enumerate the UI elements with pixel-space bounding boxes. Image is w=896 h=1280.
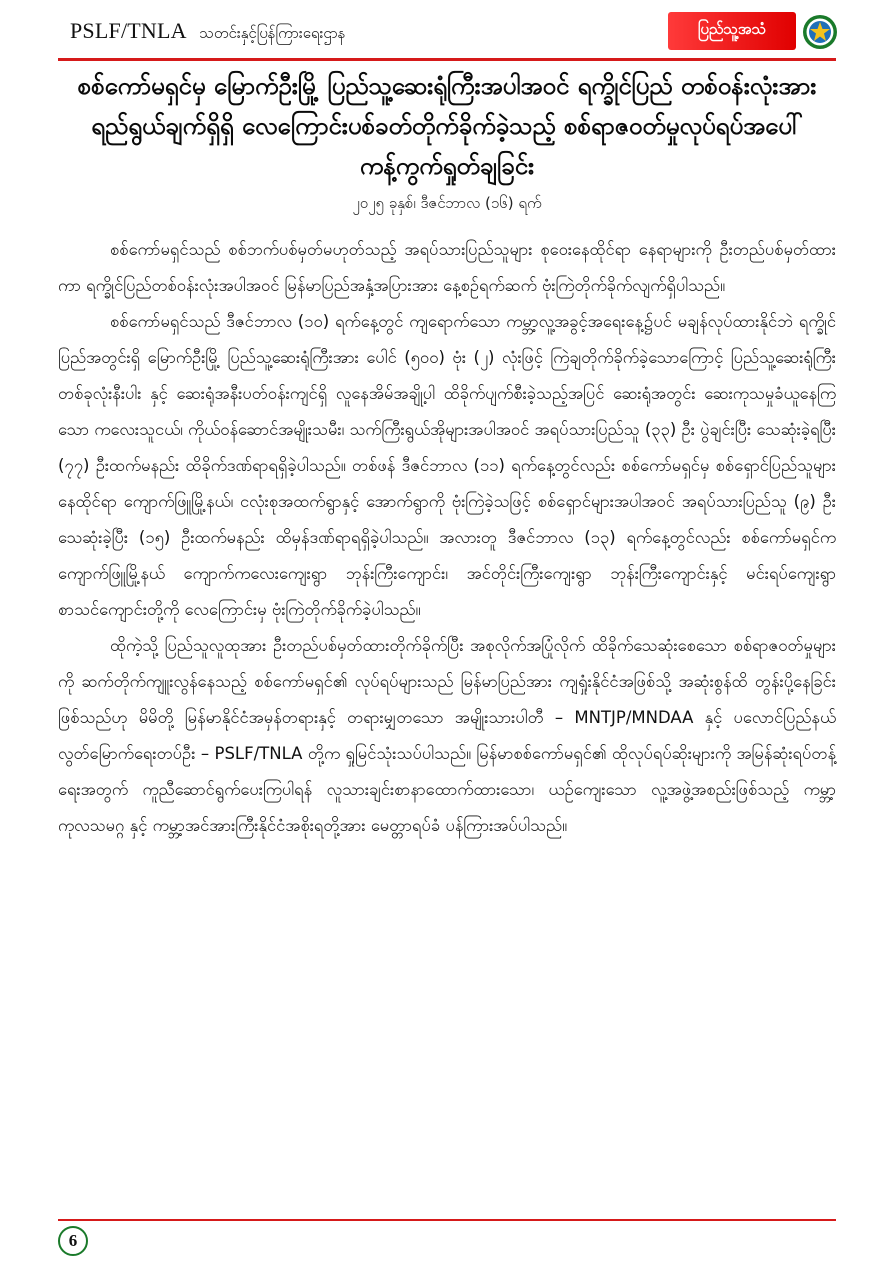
header-divider: [58, 58, 836, 61]
publisher-department: သတင်းနှင့်ပြန်ကြားရေးဌာန: [199, 24, 346, 42]
publisher-brand: PSLF/TNLA: [70, 18, 187, 43]
article-headline: စစ်ကော်မရှင်မှ မြောက်ဦးမြို့ ပြည်သူ့ဆေးရုံကြီးအပါအဝင် ရက္ခိုင်ပြည် တစ်ဝန်းလုံးအား ရည်ရွယ်ချက်ရှိရှိ လေကြောင်းပစ်ခတ်တိုက်ခိုက်ခဲ့သည့် စစ်ရာဇဝတ်မှုလုပ်ရပ်အပေါ် ကန့်ကွက်ရှုတ်ချခြင်း: [77, 72, 817, 180]
page-header: [0, 0, 896, 64]
article-paragraph: စစ်ကော်မရှင်သည် စစ်ဘက်ပစ်မှတ်မဟုတ်သည့် အရပ်သားပြည်သူများ စုဝေးနေထိုင်ရာ နေရာများကို ဦးတည်ပစ်မှတ်ထားကာ ရက္ခိုင်ပြည်တစ်ဝန်းလုံးအပါအဝင် မြန်မာပြည်အနှံ့အပြားအား နေ့စဉ်ရက်ဆက် ဗုံးကြဲတိုက်ခိုက်လျက်ရှိပါသည်။: [58, 240, 836, 295]
page-number: 6: [58, 1226, 88, 1256]
section-badge-label: ပြည်သူ့အသံ: [697, 20, 767, 38]
footer-divider: [58, 1219, 836, 1221]
organization-logo-icon: [802, 14, 838, 50]
article-body: [58, 232, 836, 844]
section-badge: [668, 12, 796, 50]
article-date: ၂၀၂၅ ခုနှစ်၊ ဒီဇင်ဘာလ (၁၆) ရက်: [352, 194, 542, 212]
publication-title: [70, 18, 346, 46]
article-paragraph: ထိုကဲ့သို့ ပြည်သူလူထုအား ဦးတည်ပစ်မှတ်ထားတိုက်ခိုက်ပြီး အစုလိုက်အပြုံလိုက် ထိခိုက်သေဆုံးစေသော စစ်ရာဇဝတ်မှုများကို ဆက်တိုက်ကျူးလွန်နေသည့် စစ်ကော်မရှင်၏ လုပ်ရပ်များသည် မြန်မာပြည်အား ကျရှုံးနိုင်ငံအဖြစ်သို့ အဆုံးစွန်ထိ တွန်းပို့နေခြင်းဖြစ်သည်ဟု မိမိတို့ မြန်မာနိုင်ငံအမှန်တရားနှင့် တရားမျှတသော အမျိုးသားပါတီ – MNTJP/MNDAA နှင့် ပလောင်ပြည်နယ်လွတ်မြောက်ရေးတပ်ဦး – PSLF/TNLA တို့က ရှုမြင်သုံးသပ်ပါသည်။ မြန်မာစစ်ကော်မရှင်၏ ထိုလုပ်ရပ်ဆိုးများကို အမြန်ဆုံးရပ်တန့်ရေးအတွက် ကူညီဆောင်ရွက်ပေးကြပါရန် လူသားချင်းစာနာထောက်ထားသော၊ ယဉ်ကျေးသော လူ့အဖွဲ့အစည်းဖြစ်သည့် ကမ္ဘာ့ကုလသမဂ္ဂ နှင့် ကမ္ဘာ့အင်အားကြီးနိုင်ငံအစိုးရတို့အား မေတ္တာရပ်ခံ ပန်ကြားအပ်ပါသည်။: [58, 636, 836, 835]
article-paragraph: စစ်ကော်မရှင်သည် ဒီဇင်ဘာလ (၁၀) ရက်နေ့တွင် ကျရောက်သော ကမ္ဘာ့လူ့အခွင့်အရေးနေ့၌ပင် မချန်လုပ်ထားနိုင်ဘဲ ရက္ခိုင်ပြည်အတွင်းရှိ မြောက်ဦးမြို့ ပြည်သူ့ဆေးရုံကြီးအား ပေါင် (၅၀၀) ဗုံး (၂) လုံးဖြင့် ကြဲချတိုက်ခိုက်ခဲ့သောကြောင့် ပြည်သူ့ဆေးရုံကြီးတစ်ခုလုံးနီးပါး နှင့် ဆေးရုံအနီးပတ်ဝန်းကျင်ရှိ လူနေအိမ်အချို့ပါ ထိခိုက်ပျက်စီးခဲ့သည့်အပြင် ဆေးရုံအတွင်း ဆေးကုသမှုခံယူနေကြသော ကလေးသူငယ်၊ ကိုယ်ဝန်ဆောင်အမျိုးသမီး၊ သက်ကြီးရွယ်အိုများအပါအဝင် အရပ်သားပြည်သူ (၃၃) ဦး ပွဲချင်းပြီး သေဆုံးခဲ့ရပြီး (၇၇) ဦးထက်မနည်း ထိခိုက်ဒဏ်ရာရရှိခဲ့ပါသည်။ တစ်ဖန် ဒီဇင်ဘာလ (၁၁) ရက်နေ့တွင်လည်း စစ်ကော်မရှင်မှ စစ်ရှောင်ပြည်သူများနေထိုင်ရာ ကျောက်ဖြူမြို့နယ်၊ ငလုံးစုအထက်ရွာနှင့် အောက်ရွာကို ဗုံးကြဲခဲ့သဖြင့် စစ်ရှောင်များအပါအဝင် အရပ်သားပြည်သူ (၉) ဦး သေဆုံးခဲ့ပြီး (၁၅) ဦးထက်မနည်း ထိမှန်ဒဏ်ရာရရှိခဲ့ပါသည်။ အလားတူ ဒီဇင်ဘာလ (၁၃) ရက်နေ့တွင်လည်း စစ်ကော်မရှင်က ကျောက်ဖြူမြို့နယ် ကျောက်ကလေးကျေးရွာ ဘုန်းကြီးကျောင်း၊ အင်တိုင်းကြီးကျေးရွာ ဘုန်းကြီးကျောင်းနှင့် မင်းရပ်ကျေးရွာ စာသင်ကျောင်းတို့ကို လေကြောင်းမှ ဗုံးကြဲတိုက်ခိုက်ခဲ့ပါသည်။: [58, 312, 836, 619]
